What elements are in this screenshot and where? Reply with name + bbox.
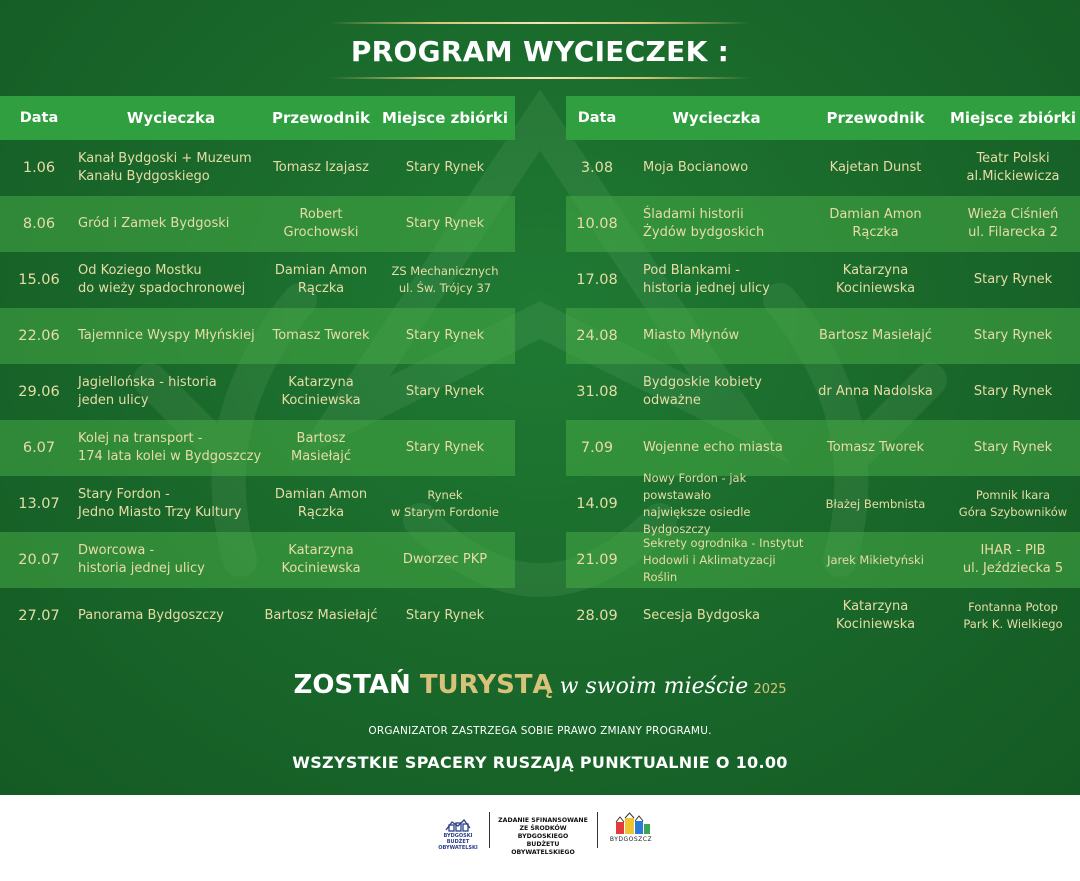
header-trip: Wycieczka xyxy=(126,109,216,127)
cell-guide xyxy=(805,383,946,401)
cell-place-line: Stary Rynek xyxy=(973,272,1053,287)
cell-place-line: ul. Filarecka 2 xyxy=(968,225,1058,240)
cell-place xyxy=(378,551,512,569)
cell-place-line: ZS Mechanicznych xyxy=(391,264,499,278)
cell-guide xyxy=(805,598,946,634)
table-row xyxy=(566,140,1080,196)
header-date: Data xyxy=(19,110,59,126)
cell-trip-line: Dworcowa - xyxy=(78,543,155,558)
cell-guide-line: Tomasz Tworek xyxy=(272,328,370,343)
cell-trip xyxy=(78,327,264,345)
cell-guide xyxy=(805,327,946,345)
cell-guide xyxy=(805,159,946,177)
table-row xyxy=(0,532,515,588)
table-row xyxy=(0,140,515,196)
slogan-year: 2025 xyxy=(753,682,787,697)
cell-guide-line: Kajetan Dunst xyxy=(829,160,922,175)
cell-trip-line: Secesja Bydgoska xyxy=(643,608,760,623)
slogan-part2: TURYSTĄ xyxy=(419,670,553,700)
header-place: Miejsce zbiórki xyxy=(381,109,509,127)
cell-trip-line: Tajemnice Wyspy Młyńskiej xyxy=(78,328,255,343)
cell-place-line: Stary Rynek xyxy=(405,440,485,455)
cell-place xyxy=(946,206,1080,242)
table-row xyxy=(566,196,1080,252)
cell-trip-line: Sekrety ogrodnika - Instytut xyxy=(643,535,804,550)
cell-trip-line: Od Koziego Mostku xyxy=(78,263,202,278)
cell-place xyxy=(946,439,1080,457)
cell-place-line: Stary Rynek xyxy=(973,328,1053,343)
cell-date: 21.09 xyxy=(576,552,618,568)
table-row xyxy=(566,252,1080,308)
cell-guide-line: Damian Amon xyxy=(274,487,368,502)
cell-place xyxy=(378,487,512,521)
table-row xyxy=(566,588,1080,644)
cell-place-line: Stary Rynek xyxy=(405,328,485,343)
cell-guide-line: Masiełajć xyxy=(291,449,351,464)
cell-trip-line: Nowy Fordon - jak powstawało xyxy=(643,471,747,502)
cell-guide xyxy=(805,496,946,513)
cell-guide-line: Kociniewska xyxy=(281,561,361,576)
table-row xyxy=(0,196,515,252)
cell-trip-line: Jagiellońska - historia xyxy=(78,375,217,390)
cell-date: 1.06 xyxy=(22,160,56,176)
cell-guide-line: Grochowski xyxy=(283,225,359,240)
cell-trip xyxy=(628,374,805,410)
cell-guide-line: Błażej Bembnista xyxy=(825,496,926,511)
cell-place xyxy=(378,159,512,177)
cell-place-line: Góra Szybowników xyxy=(958,505,1068,519)
cell-guide xyxy=(805,552,946,569)
table-row xyxy=(566,364,1080,420)
cell-guide xyxy=(805,262,946,298)
cell-place xyxy=(378,439,512,457)
cell-guide-line: Katarzyna xyxy=(288,543,354,558)
cell-guide-line: Tomasz Tworek xyxy=(826,440,924,455)
cell-trip xyxy=(628,262,805,298)
bydgoszcz-logo-icon xyxy=(606,812,656,852)
cell-date: 28.09 xyxy=(576,608,618,624)
cell-guide-line: Katarzyna xyxy=(288,375,354,390)
cell-place-line: Stary Rynek xyxy=(973,440,1053,455)
cell-guide-line: Jarek Mikietyński xyxy=(827,552,924,567)
cell-guide-line: Rączka xyxy=(297,505,345,520)
cell-guide-line: Bartosz Masiełajć xyxy=(264,608,378,623)
bydgoszcz-logo-text: BYDGOSZCZ xyxy=(609,836,653,843)
table-row xyxy=(0,588,515,644)
cell-trip xyxy=(628,470,805,538)
cell-guide xyxy=(264,430,378,466)
cell-guide xyxy=(264,486,378,522)
cell-place-line: Stary Rynek xyxy=(405,160,485,175)
table-body-left xyxy=(0,140,515,644)
cell-place-line: Pomnik Ikara xyxy=(975,488,1051,502)
cell-place-line: al.Mickiewicza xyxy=(966,169,1060,184)
table-header xyxy=(0,96,515,140)
funding-line-1: ZADANIE SFINANSOWANE xyxy=(498,817,588,824)
cell-place xyxy=(378,383,512,401)
cell-date: 17.08 xyxy=(576,272,618,288)
header-trip: Wycieczka xyxy=(672,109,761,127)
cell-trip xyxy=(628,327,805,345)
cell-guide xyxy=(264,607,378,625)
page-title: PROGRAM WYCIECZEK : xyxy=(350,35,730,68)
table-row xyxy=(0,476,515,532)
table-row xyxy=(0,252,515,308)
cell-trip-line: odważne xyxy=(643,393,701,408)
funding-line-3: BUDŻETU OBYWATELSKIEGO xyxy=(511,841,575,856)
cell-guide xyxy=(805,439,946,457)
cell-trip-line: Stary Fordon - xyxy=(78,487,170,502)
cell-place xyxy=(378,607,512,625)
cell-place-line: Park K. Wielkiego xyxy=(963,617,1063,631)
cell-place-line: Dworzec PKP xyxy=(402,552,488,567)
cell-place xyxy=(946,599,1080,633)
cell-date: 13.07 xyxy=(18,496,60,512)
cell-trip-line: Jedno Miasto Trzy Kultury xyxy=(78,505,242,520)
cell-place xyxy=(378,263,512,297)
cell-date: 29.06 xyxy=(18,384,60,400)
slogan xyxy=(0,670,1080,700)
cell-guide xyxy=(264,374,378,410)
cell-trip-line: Żydów bydgoskich xyxy=(643,225,765,240)
bbo-line-2: OBYWATELSKI xyxy=(438,845,478,851)
table-body-right xyxy=(566,140,1080,644)
cell-date: 20.07 xyxy=(18,552,60,568)
cell-guide xyxy=(805,206,946,242)
organizer-notice: ORGANIZATOR ZASTRZEGA SOBIE PRAWO ZMIANY PROGRAMU. xyxy=(368,725,712,737)
cell-place xyxy=(946,271,1080,289)
cell-place-line: ul. Św. Trójcy 37 xyxy=(398,281,492,295)
cell-date: 6.07 xyxy=(22,440,56,456)
table-row xyxy=(566,420,1080,476)
cell-guide xyxy=(264,542,378,578)
cell-trip xyxy=(628,439,805,457)
cell-place xyxy=(946,487,1080,521)
cell-guide-line: Rączka xyxy=(297,281,345,296)
cell-trip-line: Wojenne echo miasta xyxy=(643,440,783,455)
cell-trip xyxy=(628,535,805,586)
cell-trip xyxy=(78,486,264,522)
cell-date: 14.09 xyxy=(576,496,618,512)
header-place: Miejsce zbiórki xyxy=(949,109,1077,127)
cell-date: 27.07 xyxy=(18,608,60,624)
cell-guide-line: Bartosz Masiełajć xyxy=(819,328,932,343)
cell-trip-line: Miasto Młynów xyxy=(643,328,740,343)
table-row xyxy=(566,471,1080,536)
cell-trip xyxy=(628,159,805,177)
cell-guide xyxy=(264,262,378,298)
cell-date: 31.08 xyxy=(576,384,618,400)
start-time-notice: WSZYSTKIE SPACERY RUSZAJĄ PUNKTUALNIE O 10.00 xyxy=(292,753,788,772)
cell-trip-line: największe osiedle Bydgoszczy xyxy=(643,505,751,536)
table-row xyxy=(566,308,1080,364)
cell-trip-line: Hodowli i Aklimatyzacji Roślin xyxy=(643,552,776,584)
cell-trip-line: historia jednej ulicy xyxy=(643,281,770,296)
cell-place xyxy=(378,215,512,233)
cell-date: 7.09 xyxy=(580,440,614,456)
title-block xyxy=(0,22,1080,79)
cell-trip-line: Bydgoskie kobiety xyxy=(643,375,762,390)
cell-guide-line: Tomasz Izajasz xyxy=(273,160,369,175)
table-header xyxy=(566,96,1080,140)
cell-guide-line: Robert xyxy=(299,207,343,222)
cell-guide-line: Katarzyna xyxy=(842,263,909,278)
cell-date: 3.08 xyxy=(580,160,614,176)
cell-place xyxy=(946,542,1080,578)
funding-line-2: ZE ŚRODKÓW BYDGOSKIEGO xyxy=(517,825,569,840)
cell-trip xyxy=(78,430,264,466)
cell-place xyxy=(946,327,1080,345)
cell-trip-line: Gród i Zamek Bydgoski xyxy=(78,216,230,231)
cell-date: 10.08 xyxy=(576,216,618,232)
footer-divider xyxy=(597,812,598,848)
cell-guide xyxy=(264,327,378,345)
table-row xyxy=(0,364,515,420)
cell-place-line: Stary Rynek xyxy=(405,384,485,399)
cell-date: 15.06 xyxy=(18,272,60,288)
cell-trip xyxy=(78,542,264,578)
cell-trip-line: Śladami historii xyxy=(643,207,744,222)
cell-trip-line: Moja Bocianowo xyxy=(643,160,749,175)
bbo-line-1: BYDGOSKI BUDŻET xyxy=(443,833,473,845)
cell-trip-line: Kanału Bydgoskiego xyxy=(78,169,210,184)
header-guide: Przewodnik xyxy=(826,109,925,127)
cell-guide-line: Damian Amon xyxy=(274,263,368,278)
slogan-part1: ZOSTAŃ xyxy=(293,670,420,700)
cell-date: 22.06 xyxy=(18,328,60,344)
cell-place-line: Stary Rynek xyxy=(405,216,485,231)
cell-trip xyxy=(78,262,264,298)
table-row xyxy=(0,308,515,364)
cell-place-line: Rynek xyxy=(427,488,463,502)
cell-guide xyxy=(264,159,378,177)
cell-trip-line: Pod Blankami - xyxy=(643,263,740,278)
cell-trip-line: jeden ulicy xyxy=(78,393,149,408)
cell-guide-line: Rączka xyxy=(852,225,899,240)
schedule-table-left xyxy=(0,96,515,644)
cell-guide-line: Bartosz xyxy=(296,431,346,446)
table-row xyxy=(566,532,1080,588)
cell-trip-line: do wieży spadochronowej xyxy=(78,281,246,296)
header-guide: Przewodnik xyxy=(272,109,370,127)
cell-place-line: Stary Rynek xyxy=(405,608,485,623)
cell-place-line: ul. Jeździecka 5 xyxy=(962,561,1064,576)
cell-trip xyxy=(78,607,264,625)
cell-place-line: Fontanna Potop xyxy=(968,600,1058,614)
cell-place xyxy=(946,150,1080,186)
cell-trip xyxy=(78,150,264,186)
table-row xyxy=(0,420,515,476)
cell-place-line: w Starym Fordonie xyxy=(391,505,499,519)
cell-guide-line: Katarzyna xyxy=(842,599,909,614)
cell-guide-line: dr Anna Nadolska xyxy=(818,384,933,399)
footer-divider xyxy=(489,812,490,848)
schedule-table-right xyxy=(566,96,1080,644)
funding-statement xyxy=(496,817,590,857)
cell-guide-line: Kociniewska xyxy=(835,281,916,296)
cell-trip xyxy=(628,206,805,242)
cell-guide xyxy=(264,206,378,242)
cell-date: 24.08 xyxy=(576,328,618,344)
bbo-logo-text xyxy=(432,833,484,851)
cell-place-line: IHAR - PIB xyxy=(980,543,1046,558)
cell-trip xyxy=(78,374,264,410)
cell-trip xyxy=(78,215,264,233)
title-rule-bottom xyxy=(330,77,750,79)
slogan-part3: w swoim mieście xyxy=(552,674,749,699)
cell-place-line: Teatr Polski xyxy=(976,151,1050,166)
cell-place-line: Wieża Ciśnień xyxy=(967,207,1059,222)
header-date: Data xyxy=(577,110,617,126)
cell-place xyxy=(378,327,512,345)
cell-trip-line: 174 lata kolei w Bydgoszczy xyxy=(78,449,262,464)
cell-guide-line: Kociniewska xyxy=(281,393,361,408)
cell-trip-line: historia jednej ulicy xyxy=(78,561,205,576)
cell-trip xyxy=(628,607,805,625)
cell-trip-line: Panorama Bydgoszczy xyxy=(78,608,224,623)
cell-guide-line: Damian Amon xyxy=(829,207,922,222)
cell-trip-line: Kanał Bydgoski + Muzeum xyxy=(78,151,252,166)
cell-trip-line: Kolej na transport - xyxy=(78,431,203,446)
cell-place xyxy=(946,383,1080,401)
cell-place-line: Stary Rynek xyxy=(973,384,1053,399)
cell-date: 8.06 xyxy=(22,216,56,232)
cell-guide-line: Kociniewska xyxy=(835,617,916,632)
